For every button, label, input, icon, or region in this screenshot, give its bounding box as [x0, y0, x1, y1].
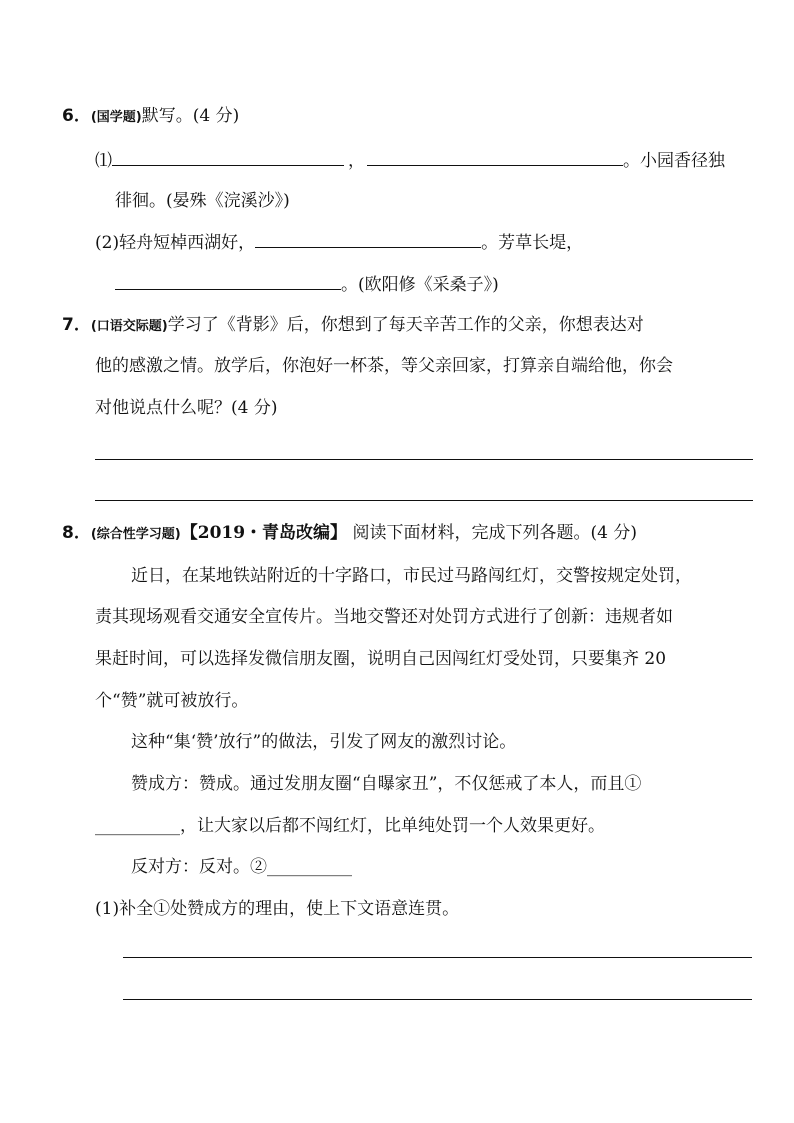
question-6-part-2-line-2 [115, 271, 499, 297]
question-8-sub-1: (1)补全①处赞成方的理由，使上下文语意连贯。 [95, 899, 460, 919]
answer-blank[interactable] [367, 147, 623, 166]
answer-blank[interactable] [115, 271, 341, 290]
answer-blank[interactable] [255, 229, 481, 248]
question-8-stem: 阅读下面材料，完成下列各题。(4 分) [347, 523, 637, 543]
blank-1[interactable]: __________ [95, 816, 180, 836]
passage-line: 赞成方：赞成。通过发朋友圈“自曝家丑”，不仅惩戒了本人，而且① [131, 774, 642, 794]
question-7-line-1 [62, 313, 644, 339]
passage-line [131, 855, 352, 879]
question-7-number: 7． [62, 315, 91, 335]
passage-text: ，让大家以后都不闯红灯，比单纯处罚一个人效果更好。 [180, 816, 605, 836]
answer-blank[interactable] [112, 147, 344, 166]
question-7-tag: (口语交际题) [90, 319, 168, 334]
answer-line[interactable] [95, 459, 753, 460]
question-6-tag: (国学题) [90, 110, 142, 125]
question-8-header [62, 521, 637, 547]
part-1-comma: ， [348, 151, 365, 171]
question-6-part-1-line-2: 徘徊。(晏殊《浣溪沙》) [115, 191, 290, 211]
blank-2[interactable]: __________ [267, 857, 352, 877]
part-1-tail: 。小园香径独 [623, 151, 725, 171]
question-6-part-2 [95, 229, 583, 255]
question-6-part-1 [95, 147, 725, 173]
question-6-number: 6． [62, 106, 91, 126]
question-8-source: 【2019・青岛改编】 [180, 523, 348, 543]
passage-line: 果赶时间，可以选择发微信朋友圈，说明自己因闯红灯受处罚，只要集齐 20 [95, 649, 667, 669]
question-7-line-3: 对他说点什么呢？(4 分) [95, 398, 278, 418]
question-8-tag: (综合性学习题) [90, 527, 181, 542]
question-6-header [62, 104, 239, 130]
part-2-head: (2)轻舟短棹西湖好， [95, 233, 256, 253]
answer-line[interactable] [123, 999, 752, 1000]
answer-line[interactable] [95, 500, 753, 501]
part-2-line-2-tail: 。(欧阳修《采桑子》) [341, 275, 499, 295]
part-2-tail: 。芳草长堤， [481, 233, 584, 253]
passage-line: 个“赞”就可被放行。 [95, 691, 249, 711]
question-7-line-2: 他的感激之情。放学后，你泡好一杯茶，等父亲回家，打算亲自端给他，你会 [95, 356, 673, 376]
passage-text: 反对方：反对。② [131, 857, 267, 877]
question-8-number: 8． [62, 523, 91, 543]
passage-line: 这种“集‘赞’放行”的做法，引发了网友的激烈讨论。 [131, 732, 517, 752]
part-1-label: ⑴ [95, 151, 112, 171]
question-6-stem: 默写。(4 分) [141, 106, 240, 126]
question-7-text-1: 学习了《背影》后，你想到了每天辛苦工作的父亲，你想表达对 [167, 315, 644, 335]
passage-line: 近日，在某地铁站附近的十字路口，市民过马路闯红灯，交警按规定处罚， [131, 566, 692, 586]
passage-line [95, 814, 605, 838]
passage-line: 责其现场观看交通安全宣传片。当地交警还对处罚方式进行了创新：违规者如 [95, 607, 673, 627]
answer-line[interactable] [123, 957, 752, 958]
